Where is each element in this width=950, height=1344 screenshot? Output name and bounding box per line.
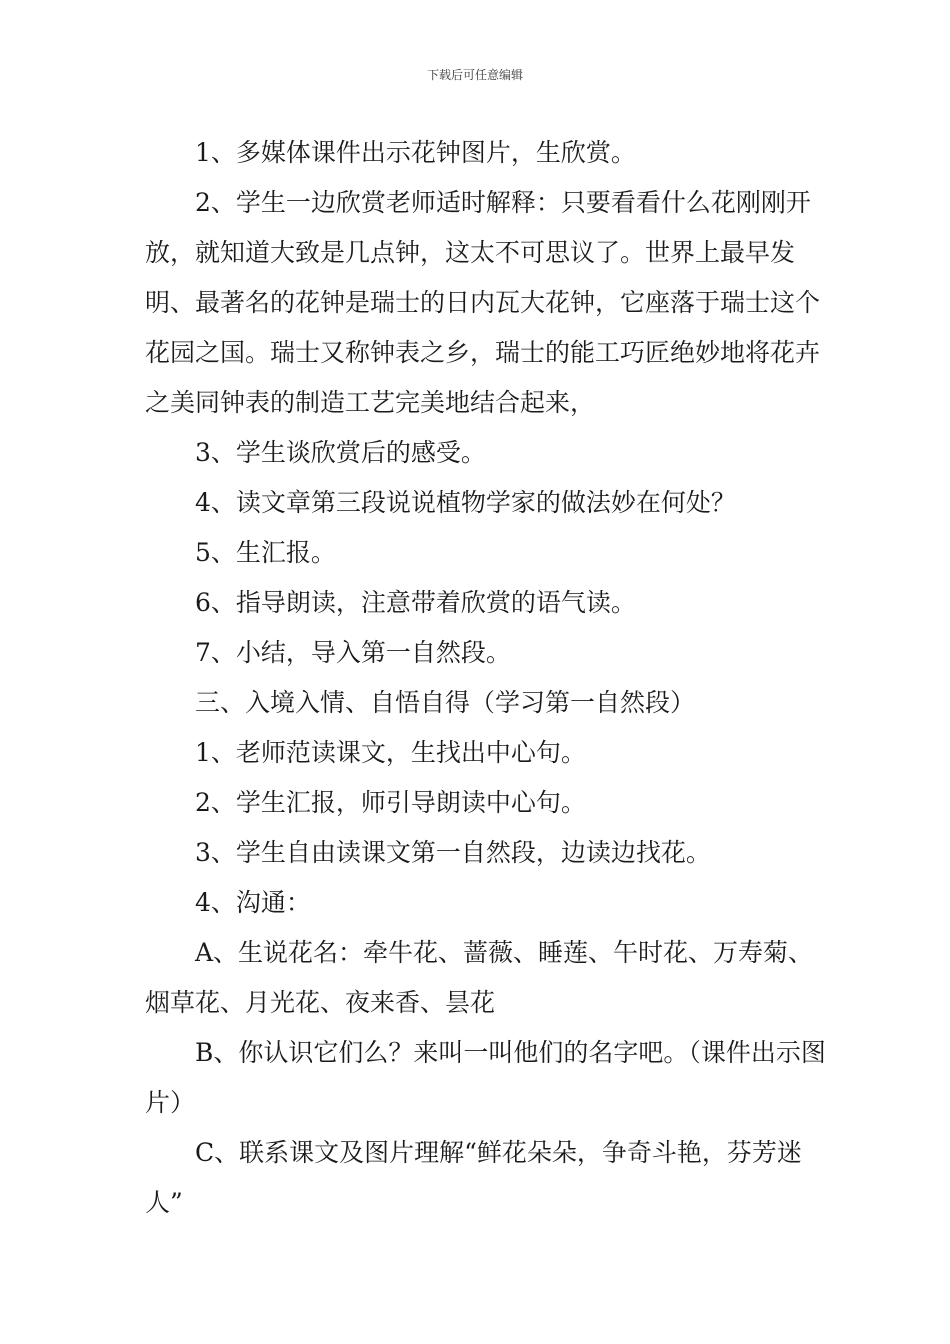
- paragraph-15: C、联系课文及图片理解“鲜花朵朵，争奇斗艳，芬芳迷人”: [145, 1138, 802, 1217]
- paragraph-1: 1、多媒体课件出示花钟图片，生欣赏。: [195, 138, 636, 167]
- section-heading: 三、入境入情、自悟自得（学习第一自然段）: [195, 688, 696, 717]
- paragraph-6: 6、指导朗读，注意带着欣赏的语气读。: [195, 588, 636, 617]
- page-header-note: 下载后可任意编辑: [426, 68, 523, 82]
- paragraph-12: 4、沟通：: [195, 888, 311, 917]
- paragraph-5: 5、生汇报。: [195, 538, 336, 567]
- paragraph-4: 4、读文章第三段说说植物学家的做法妙在何处？: [195, 488, 736, 517]
- paragraph-9: 1、老师范读课文，生找出中心句。: [195, 738, 586, 767]
- paragraph-11: 3、学生自由读课文第一自然段，边读边找花。: [195, 838, 711, 867]
- paragraph-7: 7、小结，导入第一自然段。: [195, 638, 511, 667]
- paragraph-2: 2、学生一边欣赏老师适时解释：只要看看什么花刚刚开放，就知道大致是几点钟，这太不可思议了。世界上最早发明、最著名的花钟是瑞士的日内瓦大花钟，它座落于瑞士这个花园之国。瑞士又称钟表之乡，瑞士的能工巧匠绝妙地将花卉之美同钟表的制造工艺完美地结合起来，: [145, 188, 821, 417]
- paragraph-13: A、生说花名：牵牛花、蔷薇、睡莲、午时花、万寿菊、烟草花、月光花、夜来香、昙花: [145, 938, 814, 1017]
- document-body: [145, 128, 835, 1228]
- paragraph-10: 2、学生汇报，师引导朗读中心句。: [195, 788, 586, 817]
- paragraph-3: 3、学生谈欣赏后的感受。: [195, 438, 486, 467]
- paragraph-14: B、你认识它们么？来叫一叫他们的名字吧。（课件出示图片）: [145, 1038, 826, 1117]
